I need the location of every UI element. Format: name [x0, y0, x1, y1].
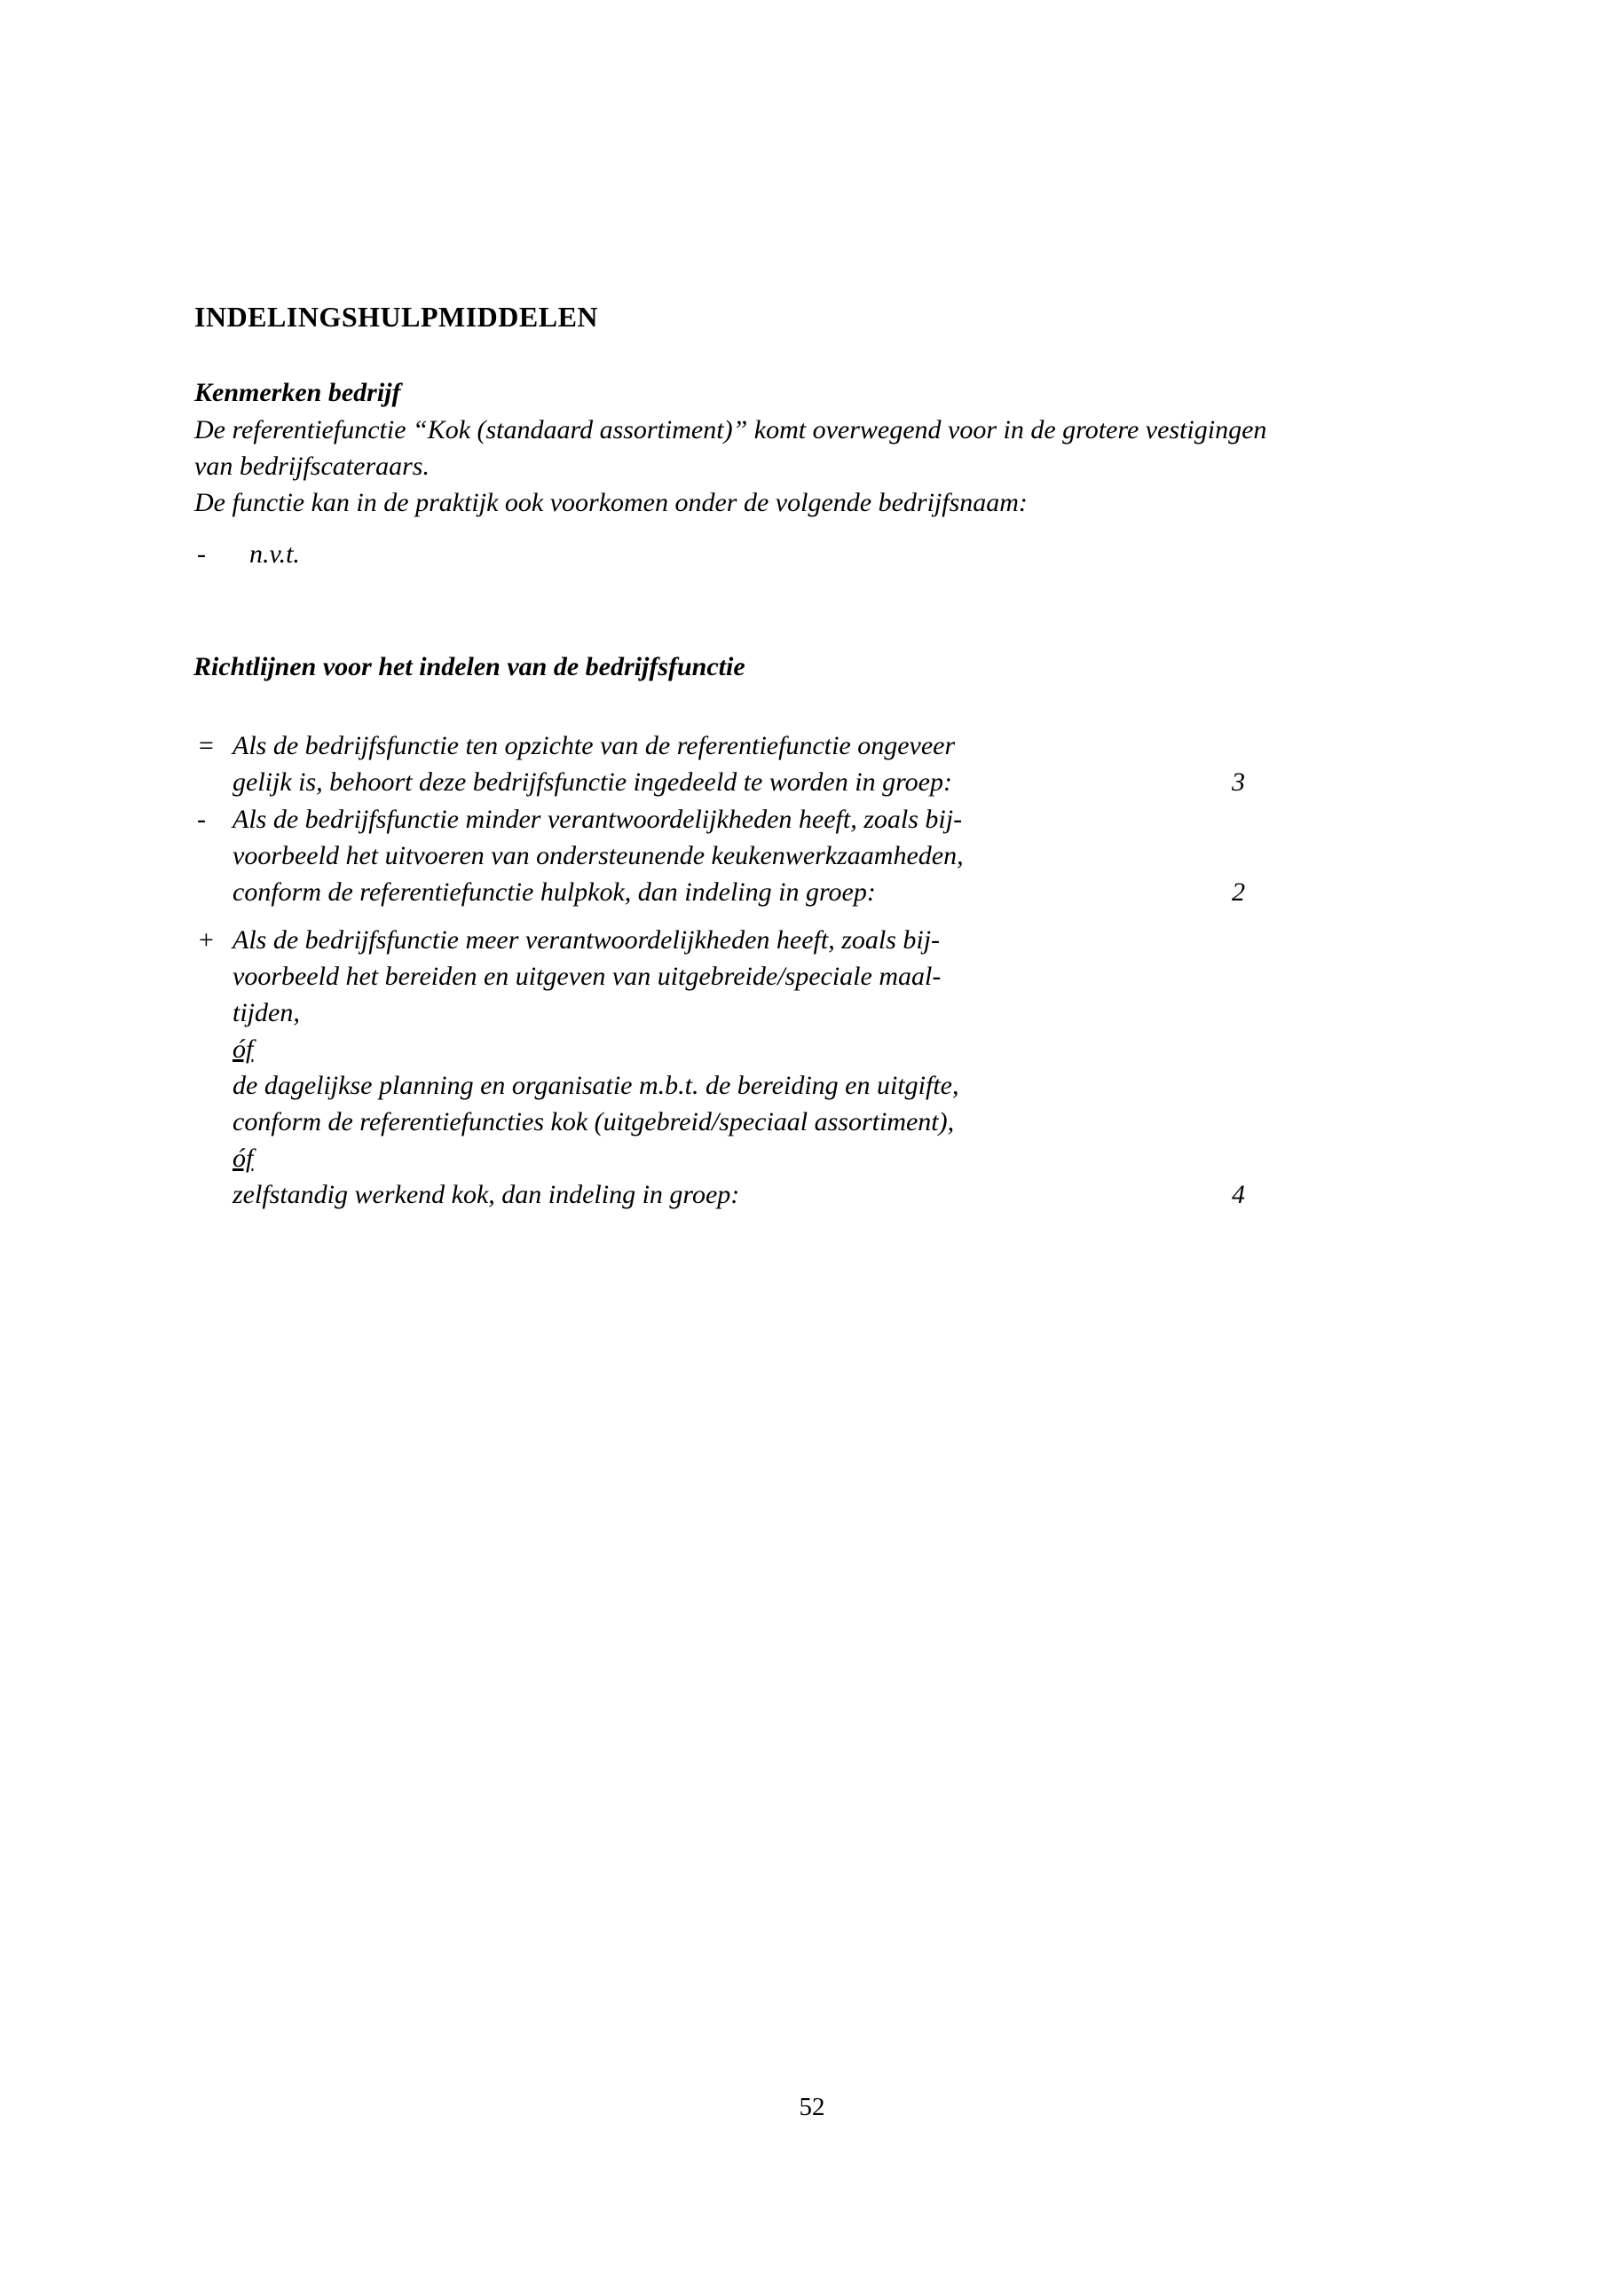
- bedrijfsnaam-value: n.v.t.: [249, 539, 300, 569]
- dash-bullet-marker: -: [197, 539, 206, 569]
- plus-marker: +: [197, 925, 216, 955]
- group-number-2: 2: [1232, 877, 1245, 907]
- rule-line-of: óf: [233, 1034, 254, 1064]
- rule-line: zelfstandig werkend kok, dan indeling in groep:: [233, 1180, 740, 1209]
- kenmerken-paragraph: [194, 412, 1266, 521]
- page-title: INDELINGSHULPMIDDELEN: [194, 301, 599, 333]
- rule-item-plus: [195, 922, 958, 1213]
- kenmerken-heading: Kenmerken bedrijf: [194, 378, 401, 407]
- rule-line: tijden,: [233, 998, 300, 1027]
- rule-item-minus: [195, 801, 964, 910]
- minus-marker: -: [197, 805, 206, 834]
- richtlijnen-heading: Richtlijnen voor het indelen van de bedrijfsfunctie: [193, 652, 745, 681]
- rule-item-equals-text: [233, 727, 955, 800]
- kenmerken-line-2: van bedrijfscateraars.: [194, 452, 430, 481]
- rule-line: gelijk is, behoort deze bedrijfsfunctie ingedeeld te worden in groep:: [233, 767, 952, 797]
- rule-line: voorbeeld het uitvoeren van ondersteunende keukenwerkzaamheden,: [233, 841, 964, 870]
- page-number: 52: [799, 2093, 825, 2121]
- rule-item-minus-text: [233, 801, 964, 910]
- rule-line: de dagelijkse planning en organisatie m.b.t. de bereiding en uitgifte,: [233, 1071, 959, 1100]
- rule-item-plus-text: [233, 922, 958, 1213]
- rule-line: Als de bedrijfsfunctie minder verantwoordelijkheden heeft, zoals bij-: [233, 805, 963, 834]
- kenmerken-line-3: De functie kan in de praktijk ook voorkomen onder de volgende bedrijfsnaam:: [194, 488, 1028, 517]
- rule-item-equals: [195, 727, 955, 800]
- rule-line: conform de referentiefuncties kok (uitgebreid/speciaal assortiment),: [233, 1107, 955, 1136]
- rule-line: voorbeeld het bereiden en uitgeven van uitgebreide/speciale maal-: [233, 962, 942, 991]
- kenmerken-line-1: De referentiefunctie “Kok (standaard assortiment)” komt overwegend voor in de grotere vestigingen: [194, 415, 1267, 444]
- rule-line: conform de referentiefunctie hulpkok, dan indeling in groep:: [233, 877, 876, 907]
- group-number-3: 3: [1232, 767, 1245, 797]
- equals-marker: =: [197, 731, 216, 760]
- group-number-4: 4: [1232, 1180, 1245, 1209]
- rule-line-of: óf: [233, 1144, 254, 1173]
- bedrijfsnaam-list-item: [197, 536, 300, 572]
- rule-line: Als de bedrijfsfunctie meer verantwoordelijkheden heeft, zoals bij-: [233, 925, 941, 955]
- rule-line: Als de bedrijfsfunctie ten opzichte van de referentiefunctie ongeveer: [233, 731, 956, 760]
